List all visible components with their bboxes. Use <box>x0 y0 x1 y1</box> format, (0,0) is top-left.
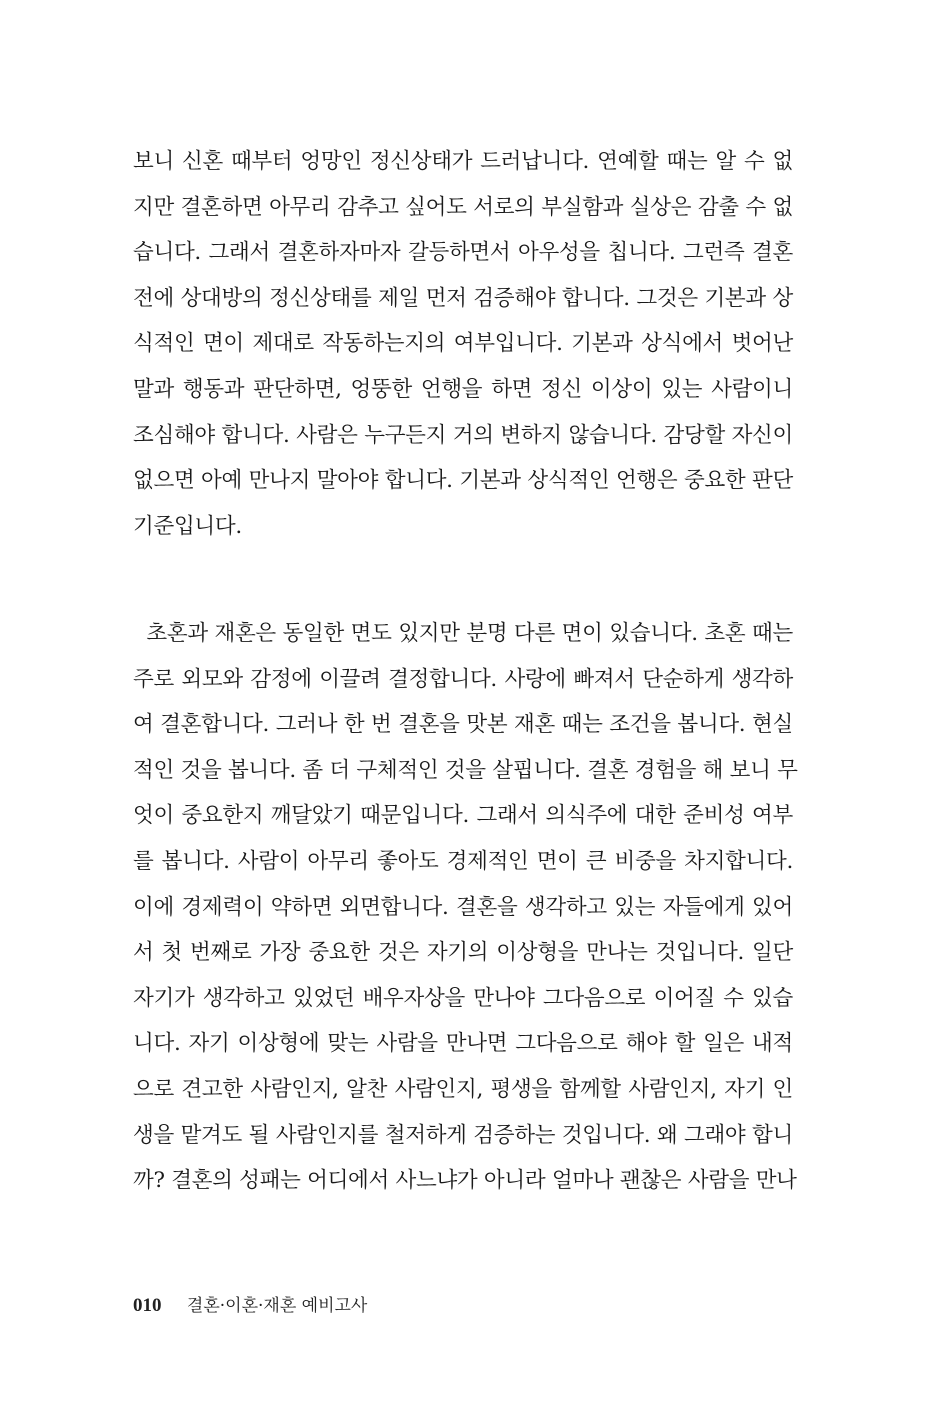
paragraph-1 <box>133 139 793 549</box>
text-line: 습니다. 그래서 결혼하자마자 갈등하면서 아우성을 칩니다. 그런즉 결혼 <box>133 240 793 266</box>
page-number: 010 <box>133 1295 162 1316</box>
text-line: 서 첫 번째로 가장 중요한 것은 자기의 이상형을 만나는 것입니다. 일단 <box>133 940 793 966</box>
text-line: 초혼과 재혼은 동일한 면도 있지만 분명 다른 면이 있습니다. 초혼 때는 <box>133 621 793 646</box>
text-line: 주로 외모와 감정에 이끌려 결정합니다. 사랑에 빠져서 단순하게 생각하 <box>133 666 793 692</box>
text-line: 없으면 아예 만나지 말아야 합니다. 기본과 상식적인 언행은 중요한 판단 <box>133 468 793 494</box>
text-line: 자기가 생각하고 있었던 배우자상을 만나야 그다음으로 이어질 수 있습 <box>133 985 793 1011</box>
page-footer <box>133 1291 367 1317</box>
text-line: 적인 것을 봅니다. 좀 더 구체적인 것을 살핍니다. 결혼 경험을 해 보니 무 <box>133 757 798 783</box>
text-line: 으로 견고한 사람인지, 알찬 사람인지, 평생을 함께할 사람인지, 자기 인 <box>133 1076 793 1102</box>
text-line: 전에 상대방의 정신상태를 제일 먼저 검증해야 합니다. 그것은 기본과 상 <box>133 285 793 311</box>
text-line: 식적인 면이 제대로 작동하는지의 여부입니다. 기본과 상식에서 벗어난 <box>133 331 793 357</box>
text-line: 엇이 중요한지 깨달았기 때문입니다. 그래서 의식주에 대한 준비성 여부 <box>133 803 793 829</box>
text-line: 조심해야 합니다. 사람은 누구든지 거의 변하지 않습니다. 감당할 자신이 <box>133 422 793 448</box>
text-line: 까? 결혼의 성패는 어디에서 사느냐가 아니라 얼마나 괜찮은 사람을 만나 <box>133 1168 797 1194</box>
running-title: 결혼·이혼·재혼 예비고사 <box>186 1296 368 1316</box>
paragraph-2 <box>133 611 798 1204</box>
text-line: 지만 결혼하면 아무리 감추고 싶어도 서로의 부실함과 실상은 감출 수 없 <box>133 194 793 220</box>
text-line: 말과 행동과 판단하면, 엉뚱한 언행을 하면 정신 이상이 있는 사람이니 <box>133 376 793 402</box>
text-line: 생을 맡겨도 될 사람인지를 철저하게 검증하는 것입니다. 왜 그래야 합니 <box>133 1122 793 1148</box>
text-line: 보니 신혼 때부터 엉망인 정신상태가 드러납니다. 연예할 때는 알 수 없 <box>133 149 793 174</box>
text-line: 여 결혼합니다. 그러나 한 번 결혼을 맛본 재혼 때는 조건을 봅니다. 현실 <box>133 712 793 738</box>
text-line: 기준입니다. <box>133 513 242 539</box>
text-line: 니다. 자기 이상형에 맞는 사람을 만나면 그다음으로 해야 할 일은 내적 <box>133 1031 793 1057</box>
text-line: 를 봅니다. 사람이 아무리 좋아도 경제적인 면이 큰 비중을 차지합니다. <box>133 848 793 874</box>
text-line: 이에 경제력이 약하면 외면합니다. 결혼을 생각하고 있는 자들에게 있어 <box>133 894 793 920</box>
